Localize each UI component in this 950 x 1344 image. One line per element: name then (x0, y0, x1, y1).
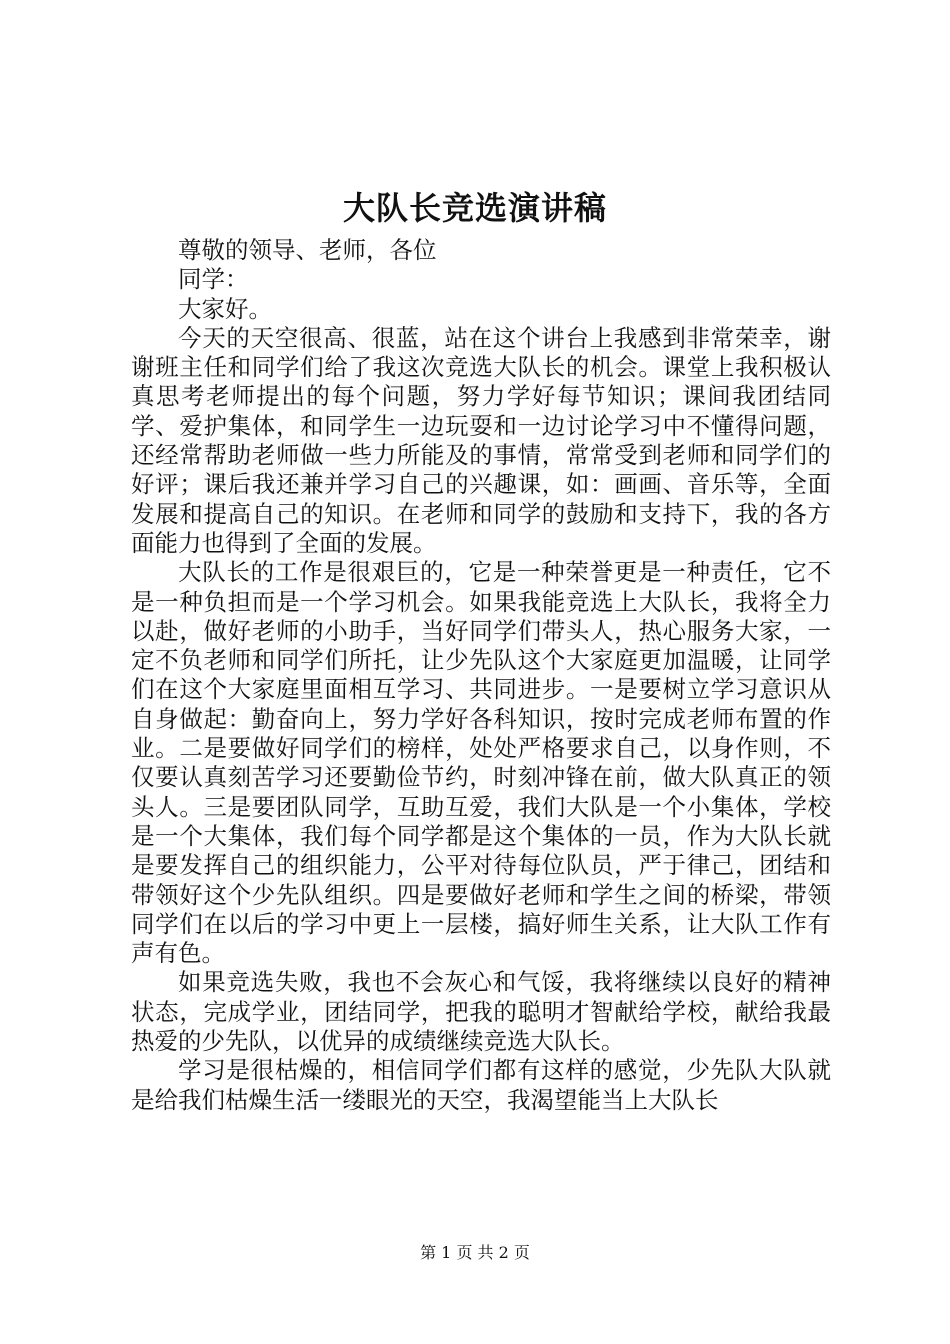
body-paragraph: 学习是很枯燥的，相信同学们都有这样的感觉，少先队大队就是给我们枯燥生活一缕眼光的天空，我渴望能当上大队长 (131, 1056, 831, 1114)
document-body (131, 236, 831, 1115)
page-title: 大队长竞选演讲稿 (342, 189, 607, 227)
greeting-paragraph: 大家好。 (178, 294, 272, 323)
salutation-line-1: 尊敬的领导、老师，各位 (178, 236, 437, 264)
salutation-line-2: 同学： (178, 265, 249, 294)
page-number-footer: 第 1 页 共 2 页 (420, 1243, 530, 1262)
body-paragraph: 大队长的工作是很艰巨的，它是一种荣誉更是一种责任，它不是一种负担而是一个学习机会。如果我能竞选上大队长，我将全力以赴，做好老师的小助手，当好同学们带头人，热心服务大家，一定不负老师和同学们所托，让少先队这个大家庭更加温暖，让同学们在这个大家庭里面相互学习、共同进步。一是要树立学习意识从自身做起：勤奋向上，努力学好各科知识，按时完成老师布置的作业。二是要做好同学们的榜样，处处严格要求自己，以身作则，不仅要认真刻苦学习还要勤俭节约，时刻冲锋在前，做大队真正的领头人。三是要团队同学，互助互爱，我们大队是一个小集体，学校是一个大集体，我们每个同学都是这个集体的一员，作为大队长就是要发挥自己的组织能力，公平对待每位队员，严于律己，团结和带领好这个少先队组织。四是要做好老师和学生之间的桥梁，带领同学们在以后的学习中更上一层楼，搞好师生关系，让大队工作有声有色。 (131, 558, 831, 968)
body-paragraph: 如果竞选失败，我也不会灰心和气馁，我将继续以良好的精神状态，完成学业，团结同学，把我的聪明才智献给学校，献给我最热爱的少先队，以优异的成绩继续竞选大队长。 (131, 968, 831, 1056)
body-paragraph: 今天的天空很高、很蓝，站在这个讲台上我感到非常荣幸，谢谢班主任和同学们给了我这次竞选大队长的机会。课堂上我积极认真思考老师提出的每个问题，努力学好每节知识；课间我团结同学、爱护集体，和同学生一边玩耍和一边讨论学习中不懂得问题，还经常帮助老师做一些力所能及的事情，常常受到老师和同学们的好评；课后我还兼并学习自己的兴趣课，如：画画、音乐等，全面发展和提高自己的知识。在老师和同学的鼓励和支持下，我的各方面能力也得到了全面的发展。 (131, 323, 831, 557)
